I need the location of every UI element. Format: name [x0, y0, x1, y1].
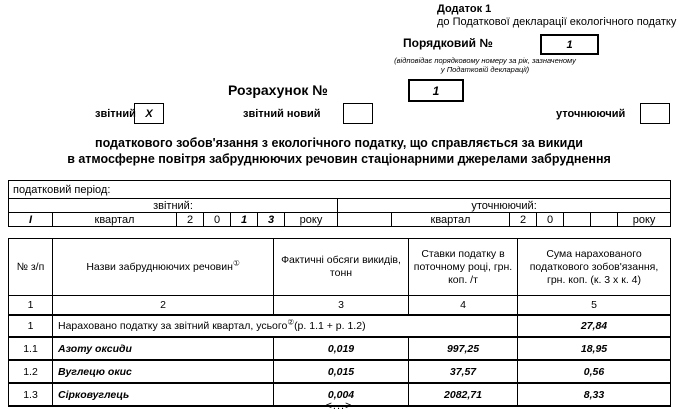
- reporting-year-digit-2[interactable]: 0: [204, 213, 231, 227]
- reporting-year-digit-4[interactable]: 3: [258, 213, 285, 227]
- clarifying-year-digit-4[interactable]: [591, 213, 618, 227]
- reporting-new-checkbox[interactable]: [343, 103, 373, 124]
- pollutants-table: [8, 238, 671, 407]
- appendix-subtitle: до Податкової декларації екологічного податку: [437, 16, 677, 28]
- total-sum-cell[interactable]: 27,84: [518, 315, 671, 337]
- reporting-checkbox[interactable]: X: [134, 103, 164, 124]
- row-number: 1.1: [9, 337, 53, 360]
- reporting-label: звітний: [95, 108, 136, 120]
- table-row: [9, 360, 671, 383]
- clarifying-quarter-label: квартал: [392, 213, 510, 227]
- rate-cell[interactable]: 37,57: [409, 360, 518, 383]
- footnote-mark-1: ①: [232, 258, 240, 267]
- tax-period-table: [8, 180, 671, 227]
- table-row: [9, 337, 671, 360]
- column-number-4: 4: [409, 296, 518, 316]
- clarifying-year-digit-1[interactable]: 2: [510, 213, 537, 227]
- rate-cell[interactable]: 2082,71: [409, 383, 518, 406]
- column-number-2: 2: [53, 296, 274, 316]
- total-label-text: Нараховано податку за звітний квартал, усього: [58, 320, 288, 332]
- column-header-actual-volume: Фактичні обсяги викидів, тонн: [274, 239, 409, 296]
- appendix-title: Додаток 1: [437, 3, 492, 15]
- pollutant-name-cell[interactable]: Сірковуглець: [53, 383, 274, 406]
- total-row-label: [53, 315, 518, 337]
- reporting-quarter-label: квартал: [53, 213, 177, 227]
- rate-cell[interactable]: 997,25: [409, 337, 518, 360]
- total-row-number: 1: [9, 315, 53, 337]
- sum-cell[interactable]: 8,33: [518, 383, 671, 406]
- volume-cell[interactable]: 0,019: [274, 337, 409, 360]
- column-number-1: 1: [9, 296, 53, 316]
- column-number-3: 3: [274, 296, 409, 316]
- column-number-5: 5: [518, 296, 671, 316]
- period-reporting-label: звітний:: [9, 199, 338, 213]
- sum-cell[interactable]: 18,95: [518, 337, 671, 360]
- volume-cell[interactable]: 0,015: [274, 360, 409, 383]
- row-number: 1.2: [9, 360, 53, 383]
- calculation-number-box[interactable]: 1: [408, 79, 464, 102]
- clarifying-quarter-cell[interactable]: [338, 213, 392, 227]
- column-header-accrued-sum: Сума нарахованого податкового зобов'язання, грн. коп. (к. 3 х к. 4): [518, 239, 671, 296]
- form-subtitle-line2: в атмосферне повітря забруднюючих речовин стаціонарними джерелами забруднення: [67, 152, 611, 166]
- pollutant-header-text: Назви забруднюючих речовин: [86, 260, 233, 273]
- clarifying-checkbox[interactable]: [640, 103, 670, 124]
- clarifying-year-label: року: [618, 213, 671, 227]
- page-continuation-marker: <...>: [325, 400, 353, 412]
- clarifying-label: уточнюючий: [556, 108, 626, 120]
- row-number: 1.3: [9, 383, 53, 406]
- reporting-year-digit-3[interactable]: 1: [231, 213, 258, 227]
- serial-number-note: [330, 57, 640, 74]
- sum-cell[interactable]: 0,56: [518, 360, 671, 383]
- reporting-year-digit-1[interactable]: 2: [177, 213, 204, 227]
- column-header-pollutant-name: [53, 239, 274, 296]
- serial-number-box[interactable]: 1: [540, 34, 599, 55]
- total-formula-text: (р. 1.1 + р. 1.2): [294, 320, 366, 332]
- footnote-mark-2: ②: [287, 317, 295, 327]
- serial-note-line1: (відповідає порядковому номеру за рік, зазначеному: [394, 56, 576, 65]
- calculation-title: Розрахунок №: [228, 82, 328, 98]
- pollutant-name-cell[interactable]: Вуглецю окис: [53, 360, 274, 383]
- volume-cell[interactable]: 0,004: [274, 383, 409, 406]
- reporting-year-label: року: [285, 213, 338, 227]
- column-header-tax-rate: Ставки податку в поточному році, грн. коп. /т: [409, 239, 518, 296]
- reporting-new-label: звітний новий: [243, 108, 321, 120]
- reporting-quarter-cell[interactable]: I: [9, 213, 53, 227]
- serial-note-line2: у Податковій декларації): [440, 64, 530, 74]
- period-clarifying-label: уточнюючий:: [338, 199, 671, 213]
- column-header-number: № з/п: [9, 239, 53, 296]
- form-subtitle-line1: податкового зобов'язання з екологічного податку, що справляється за викиди: [95, 136, 583, 150]
- clarifying-year-digit-3[interactable]: [564, 213, 591, 227]
- pollutant-name-cell[interactable]: Азоту оксиди: [53, 337, 274, 360]
- tax-period-label: податковий період:: [9, 181, 671, 199]
- clarifying-year-digit-2[interactable]: 0: [537, 213, 564, 227]
- serial-number-label: Порядковий №: [403, 36, 493, 50]
- appendix-header: [437, 3, 676, 29]
- form-subtitle: [0, 135, 678, 167]
